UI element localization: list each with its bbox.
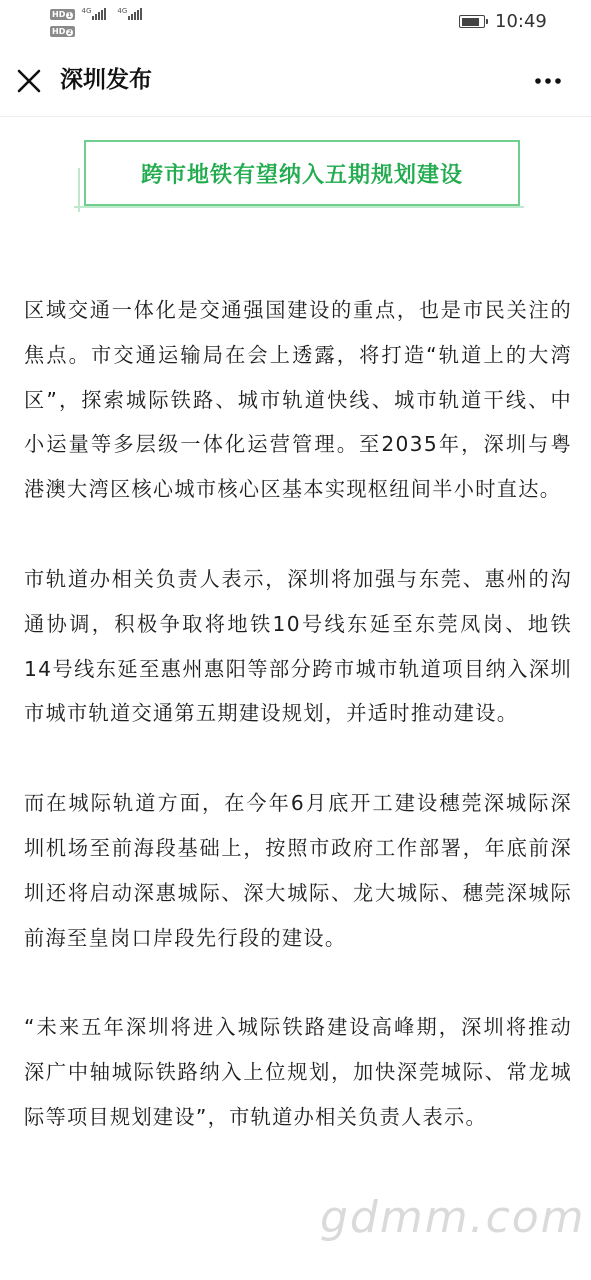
watermark: gdmm.com — [320, 1192, 586, 1243]
nav-bar — [0, 44, 591, 117]
article-paragraph: 而在城际轨道方面，在今年6月底开工建设穗莞深城际深圳机场至前海段基础上，按照市政府工作部署，年底前深圳还将启动深惠城际、深大城际、龙大城际、穗莞深城际前海至皇岗口岸段先行段的建设。 — [24, 791, 572, 950]
signal-icon — [128, 8, 143, 20]
article-paragraph: 市轨道办相关负责人表示，深圳将加强与东莞、惠州的沟通协调，积极争取将地铁10号线东延至东莞凤岗、地铁14号线东延至惠州惠阳等部分跨市城市轨道项目纳入深圳市城市轨道交通第五期建设规划，并适时推动建设。 — [24, 566, 572, 726]
page-title: 深圳发布 — [60, 67, 152, 93]
battery-icon — [459, 15, 485, 28]
network-type-sim1: 4G — [81, 7, 92, 15]
headline-frame — [84, 140, 520, 206]
sim1-row — [50, 7, 143, 21]
more-icon — [528, 68, 568, 94]
signal-icon — [92, 8, 107, 20]
article-paragraph: 区域交通一体化是交通强国建设的重点，也是市民关注的焦点。市交通运输局在会上透露，将打造“轨道上的大湾区”，探索城际铁路、城市轨道快线、城市轨道干线、中小运量等多层级一体化运营管理。至2035年，深圳与粤港澳大湾区核心城市核心区基本实现枢纽间半小时直达。 — [24, 298, 572, 502]
hd-badge-sim2: HD 2 — [50, 26, 75, 37]
more-button[interactable] — [528, 68, 568, 94]
hd-badge-sim1: HD 1 — [50, 9, 75, 20]
sim2-row — [50, 24, 75, 38]
status-bar — [0, 0, 591, 44]
close-button[interactable] — [14, 66, 44, 96]
article-headline: 跨市地铁有望纳入五期规划建设 — [140, 162, 463, 188]
article-paragraph: “未来五年深圳将进入城际铁路建设高峰期，深圳将推动深广中轴城际铁路纳入上位规划，加快深莞城际、常龙城际等项目规划建设”，市轨道办相关负责人表示。 — [24, 1015, 572, 1129]
battery-level — [462, 18, 479, 26]
sim-indicators — [50, 7, 150, 39]
close-icon — [14, 66, 44, 96]
network-type-sim2: 4G — [117, 7, 128, 15]
status-time: 10:49 — [495, 11, 547, 32]
article-body — [24, 288, 572, 1185]
